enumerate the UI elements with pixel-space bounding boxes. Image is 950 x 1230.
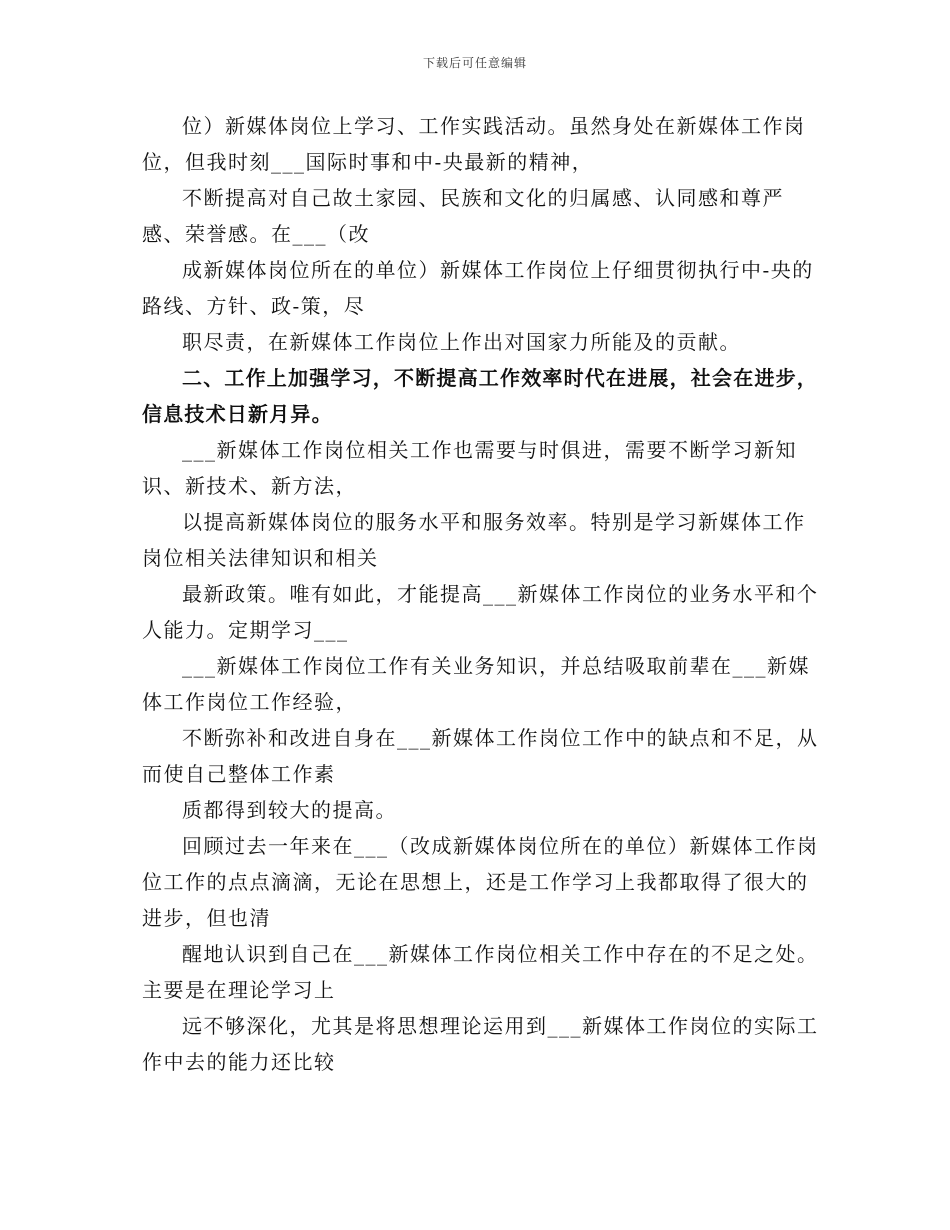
page-header-note: 下载后可任意编辑 [422, 56, 527, 70]
paragraph: 位）新媒体岗位上学习、工作实践活动。虽然身处在新媒体工作岗位，但我时刻___国际时事和中-央最新的精神， [142, 114, 806, 174]
paragraph: 不断弥补和改进自身在___新媒体工作岗位工作中的缺点和不足，从而使自己整体工作素 [142, 726, 819, 786]
paragraph: 醒地认识到自己在___新媒体工作岗位相关工作中存在的不足之处。主要是在理论学习上 [142, 942, 819, 1002]
paragraph: 远不够深化，尤其是将思想理论运用到___新媒体工作岗位的实际工作中去的能力还比较 [142, 1014, 819, 1074]
paragraph: 成新媒体岗位所在的单位）新媒体工作岗位上仔细贯彻执行中-央的路线、方针、政-策，尽 [142, 258, 814, 318]
paragraph: 以提高新媒体岗位的服务水平和服务效率。特别是学习新媒体工作岗位相关法律知识和相关 [142, 510, 806, 570]
section-heading: 二、工作上加强学习，不断提高工作效率时代在进展，社会在进步，信息技术日新月异。 [142, 366, 818, 426]
paragraph: ___新媒体工作岗位相关工作也需要与时俱进，需要不断学习新知识、新技术、新方法， [142, 438, 797, 498]
document-body [142, 108, 822, 1080]
paragraph: ___新媒体工作岗位工作有关业务知识，并总结吸取前辈在___新媒体工作岗位工作经验， [142, 654, 810, 714]
paragraph: 回顾过去一年来在___（改成新媒体岗位所在的单位）新媒体工作岗位工作的点点滴滴，无论在思想上，还是工作学习上我都取得了很大的进步，但也清 [142, 834, 819, 930]
paragraph: 最新政策。唯有如此，才能提高___新媒体工作岗位的业务水平和个人能力。定期学习___ [142, 582, 819, 642]
paragraph: 不断提高对自己故土家园、民族和文化的归属感、认同感和尊严感、荣誉感。在___（改 [142, 186, 784, 246]
paragraph: 质都得到较大的提高。 [182, 798, 397, 822]
paragraph: 职尽责，在新媒体工作岗位上作出对国家力所能及的贡献。 [182, 330, 741, 354]
